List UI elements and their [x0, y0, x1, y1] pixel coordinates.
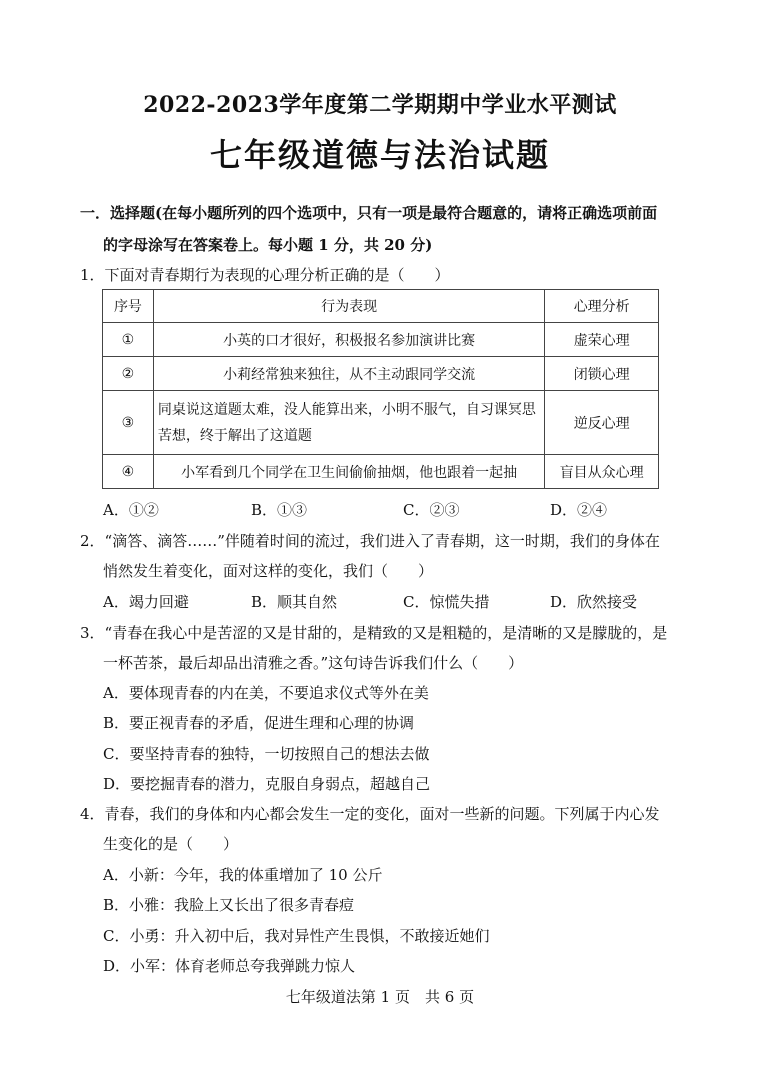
question-2-option-a: A．竭力回避 — [103, 593, 189, 611]
table-cell-num: ① — [103, 323, 154, 357]
table-cell-behavior: 小莉经常独来独往，从不主动跟同学交流 — [153, 357, 545, 391]
table-header-num: 序号 — [103, 290, 154, 323]
table-row — [103, 323, 659, 357]
question-3-option-c: C．要坚持青春的独特，一切按照自己的想法去做 — [103, 745, 430, 763]
question-4-option-d: D．小军：体育老师总夸我弹跳力惊人 — [103, 957, 356, 975]
page-footer: 七年级道法第 1 页 共 6 页 — [285, 988, 475, 1006]
question-1-option-c: C．②③ — [403, 501, 460, 519]
table-cell-analysis: 逆反心理 — [545, 391, 659, 455]
question-4-stem-line1: 4．青春，我们的身体和内心都会发生一定的变化，面对一些新的问题。下列属于内心发 — [80, 805, 660, 823]
question-2-option-c: C．惊慌失措 — [403, 593, 490, 611]
table-cell-behavior: 同桌说这道题太难，没人能算出来，小明不服气，自习课冥思苦想，终于解出了这道题 — [153, 391, 545, 455]
table-header-behavior: 行为表现 — [153, 290, 545, 323]
question-4-option-c: C．小勇：升入初中后，我对异性产生畏惧，不敢接近她们 — [103, 927, 490, 945]
table-cell-num: ④ — [103, 455, 154, 489]
question-2-option-b: B．顺其自然 — [251, 593, 338, 611]
section-heading-line2: 的字母涂写在答案卷上。每小题 1 分，共 20 分) — [103, 236, 433, 254]
question-1-stem: 1．下面对青春期行为表现的心理分析正确的是（ ） — [80, 266, 450, 284]
table-cell-analysis: 虚荣心理 — [545, 323, 659, 357]
question-2-stem-line2: 悄然发生着变化，面对这样的变化，我们（ ） — [103, 562, 434, 580]
question-3-stem-line2: 一杯苦茶，最后却品出清雅之香。”这句诗告诉我们什么（ ） — [103, 654, 524, 672]
table-cell-behavior: 小英的口才很好，积极报名参加演讲比赛 — [153, 323, 545, 357]
question-2-option-d: D．欣然接受 — [550, 593, 638, 611]
table-row — [103, 357, 659, 391]
table-cell-behavior: 小军看到几个同学在卫生间偷偷抽烟，他也跟着一起抽 — [153, 455, 545, 489]
question-4-option-b: B．小雅：我脸上又长出了很多青春痘 — [103, 896, 355, 914]
table-header-analysis: 心理分析 — [545, 290, 659, 323]
question-4-stem-line2: 生变化的是（ ） — [103, 835, 239, 853]
question-4-option-a: A．小新：今年，我的体重增加了 10 公斤 — [103, 866, 383, 884]
section-heading-line1: 一．选择题(在每小题所列的四个选项中，只有一项是最符合题意的，请将正确选项前面 — [80, 204, 658, 222]
question-1-option-d: D．②④ — [550, 501, 608, 519]
table-cell-analysis: 闭锁心理 — [545, 357, 659, 391]
table-row — [103, 391, 659, 455]
question-2-stem-line1: 2．“滴答、滴答……”伴随着时间的流过，我们进入了青春期，这一时期，我们的身体在 — [80, 532, 660, 550]
table-row — [103, 455, 659, 489]
exam-title-line2: 七年级道德与法治试题 — [209, 136, 550, 174]
question-3-option-d: D．要挖掘青春的潜力，克服自身弱点，超越自己 — [103, 775, 431, 793]
question-1-option-b: B．①③ — [251, 501, 308, 519]
question-1-option-a: A．①② — [103, 501, 159, 519]
question-3-stem-line1: 3．“青春在我心中是苦涩的又是甘甜的，是精致的又是粗糙的，是清晰的又是朦胧的，是 — [80, 624, 668, 642]
question-3-option-a: A．要体现青春的内在美，不要追求仪式等外在美 — [103, 684, 429, 702]
question-3-option-b: B．要正视青春的矛盾，促进生理和心理的协调 — [103, 714, 415, 732]
table-cell-analysis: 盲目从众心理 — [545, 455, 659, 489]
analysis-table — [102, 289, 659, 489]
exam-title-line1: 2022-2023学年度第二学期期中学业水平测试 — [143, 92, 617, 118]
table-header-row — [103, 290, 659, 323]
table-cell-num: ② — [103, 357, 154, 391]
table-cell-num: ③ — [103, 391, 154, 455]
